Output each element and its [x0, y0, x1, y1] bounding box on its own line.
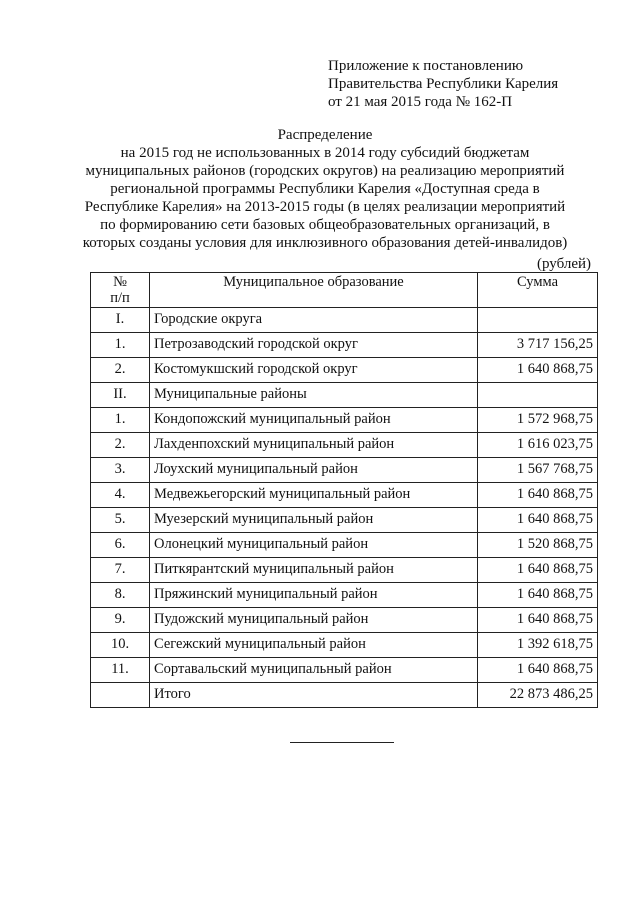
row-sum: 1 392 618,75	[478, 633, 598, 658]
row-number: 4.	[91, 483, 150, 508]
row-number: 1.	[91, 408, 150, 433]
title-line: муниципальных районов (городских округов) на реализацию мероприятий	[85, 163, 565, 179]
row-number: 1.	[91, 333, 150, 358]
table-row	[91, 408, 598, 433]
row-municipality: Петрозаводский городской округ	[150, 333, 478, 358]
row-number: 2.	[91, 433, 150, 458]
appendix-line-1: Приложение к постановлению	[328, 58, 524, 74]
header-municipality: Муниципальное образование	[150, 273, 478, 308]
row-number: II.	[91, 383, 150, 408]
row-municipality: Лахденпохский муниципальный район	[150, 433, 478, 458]
header-number	[91, 273, 150, 308]
row-number: 10.	[91, 633, 150, 658]
footer-divider	[290, 742, 394, 743]
row-number: 11.	[91, 658, 150, 683]
row-municipality: Муниципальные районы	[150, 383, 478, 408]
total-number	[91, 683, 150, 708]
row-sum: 1 640 868,75	[478, 483, 598, 508]
appendix-header	[328, 57, 558, 111]
row-number: 9.	[91, 608, 150, 633]
row-municipality: Питкярантский муниципальный район	[150, 558, 478, 583]
header-number-abbr: п/п	[110, 290, 130, 306]
row-sum	[478, 383, 598, 408]
title-line: региональной программы Республики Карелия «Доступная среда в	[110, 181, 540, 197]
row-municipality: Кондопожский муниципальный район	[150, 408, 478, 433]
appendix-line-3: от 21 мая 2015 года № 162-П	[328, 94, 513, 110]
table-row	[91, 358, 598, 383]
table-total-row	[91, 683, 598, 708]
table-row	[91, 333, 598, 358]
row-number: 2.	[91, 358, 150, 383]
row-municipality: Пряжинский муниципальный район	[150, 583, 478, 608]
table-row	[91, 608, 598, 633]
table-body	[91, 308, 598, 708]
title-line: по формированию сети базовых общеобразовательных организаций, в	[100, 217, 550, 233]
row-sum: 1 640 868,75	[478, 608, 598, 633]
row-municipality: Пудожский муниципальный район	[150, 608, 478, 633]
row-number: 7.	[91, 558, 150, 583]
row-sum: 1 567 768,75	[478, 458, 598, 483]
table-row	[91, 458, 598, 483]
table-row	[91, 508, 598, 533]
document-title	[60, 126, 590, 252]
row-sum: 1 616 023,75	[478, 433, 598, 458]
title-heading: Распределение	[277, 127, 373, 143]
table-row	[91, 583, 598, 608]
row-municipality: Городские округа	[150, 308, 478, 333]
title-line: Республике Карелия» на 2013-2015 годы (в целях реализации мероприятий	[84, 199, 566, 215]
title-line: которых созданы условия для инклюзивного образования детей-инвалидов)	[82, 235, 568, 251]
table-header-row	[91, 273, 598, 308]
row-sum: 1 520 868,75	[478, 533, 598, 558]
row-sum: 1 640 868,75	[478, 508, 598, 533]
header-number-symbol: №	[113, 274, 127, 290]
row-municipality: Муезерский муниципальный район	[150, 508, 478, 533]
row-municipality: Лоухский муниципальный район	[150, 458, 478, 483]
row-number: 3.	[91, 458, 150, 483]
title-line: на 2015 год не использованных в 2014 году субсидий бюджетам	[120, 145, 530, 161]
row-number: 6.	[91, 533, 150, 558]
row-number: 8.	[91, 583, 150, 608]
appendix-line-2: Правительства Республики Карелия	[328, 76, 559, 92]
table-row	[91, 433, 598, 458]
total-label: Итого	[150, 683, 478, 708]
row-municipality: Костомукшский городской округ	[150, 358, 478, 383]
row-sum: 1 640 868,75	[478, 558, 598, 583]
row-municipality: Медвежьегорский муниципальный район	[150, 483, 478, 508]
row-municipality: Сегежский муниципальный район	[150, 633, 478, 658]
distribution-table	[90, 272, 598, 708]
row-number: I.	[91, 308, 150, 333]
total-sum: 22 873 486,25	[478, 683, 598, 708]
currency-unit: (рублей)	[537, 256, 592, 272]
row-sum: 1 572 968,75	[478, 408, 598, 433]
table-row	[91, 558, 598, 583]
header-sum: Сумма	[478, 273, 598, 308]
row-sum: 1 640 868,75	[478, 358, 598, 383]
table-row	[91, 633, 598, 658]
row-sum: 1 640 868,75	[478, 583, 598, 608]
row-municipality: Сортавальский муниципальный район	[150, 658, 478, 683]
table-row	[91, 383, 598, 408]
row-number: 5.	[91, 508, 150, 533]
table-row	[91, 483, 598, 508]
row-municipality: Олонецкий муниципальный район	[150, 533, 478, 558]
row-sum	[478, 308, 598, 333]
row-sum: 1 640 868,75	[478, 658, 598, 683]
table-row	[91, 658, 598, 683]
table-row	[91, 308, 598, 333]
row-sum: 3 717 156,25	[478, 333, 598, 358]
table-row	[91, 533, 598, 558]
